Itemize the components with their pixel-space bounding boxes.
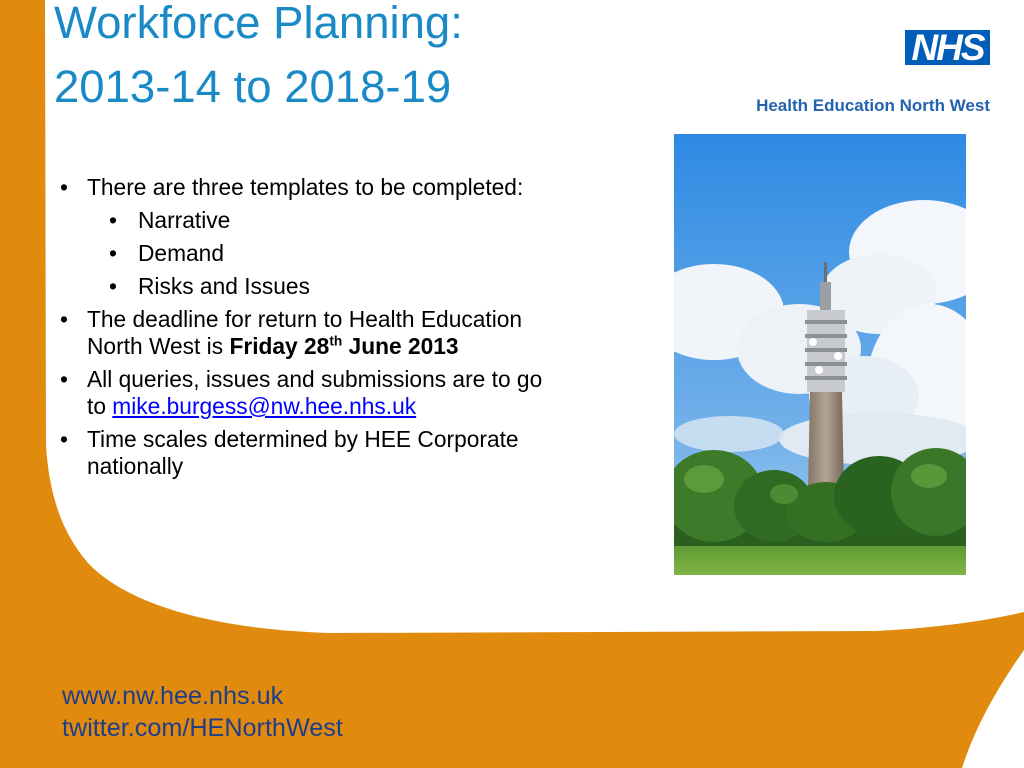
bullet-templates [60, 174, 553, 201]
organisation-name: Health Education North West [756, 96, 990, 115]
twitter-handle: twitter.com/HENorthWest [62, 714, 343, 742]
tower-equipment-band [805, 362, 847, 366]
tower-dish [834, 352, 842, 360]
nhs-logo-text: NHS [911, 27, 984, 68]
tower-dish [815, 366, 823, 374]
nhs-logo [905, 27, 990, 68]
cloud [674, 416, 784, 452]
tower-equipment-band [805, 348, 847, 352]
deadline-date-suffix: th [329, 333, 343, 349]
bullet-text: Time scales determined by HEE Corporate nationally [87, 426, 519, 479]
deadline-date-day: Friday 28 [229, 333, 330, 359]
tower-equipment-band [805, 334, 847, 338]
deadline-date [229, 333, 458, 359]
bullet-text: There are three templates to be completed: [87, 174, 524, 200]
tree-highlight [684, 465, 724, 493]
bullet-text: All queries, issues and submissions are to go to [87, 366, 543, 419]
tree-highlight [911, 464, 947, 488]
tower-shaft [808, 392, 844, 492]
tower-antenna [824, 262, 827, 284]
grass [674, 546, 966, 575]
bullet-list [60, 174, 553, 486]
sub-bullet-marker: • [109, 207, 117, 233]
website-url: www.nw.hee.nhs.uk [62, 682, 284, 710]
bullet-marker: • [60, 366, 68, 392]
tree-highlight [770, 484, 798, 504]
sub-bullet-demand [60, 240, 553, 267]
sub-bullet-text: Demand [138, 240, 224, 266]
bullet-marker: • [60, 306, 68, 332]
tower-equipment-band [805, 376, 847, 380]
tower-dish [809, 338, 817, 346]
sub-bullet-text: Narrative [138, 207, 231, 233]
bullet-timescales [60, 426, 553, 480]
tower-equipment-band [805, 320, 847, 324]
tower-mast [820, 282, 831, 312]
sub-bullet-marker: • [109, 240, 117, 266]
bullet-marker: • [60, 426, 68, 452]
slide-title-line-1: Workforce Planning: [54, 0, 463, 48]
bullet-deadline [60, 306, 553, 360]
slide-title-line-2: 2013-14 to 2018-19 [54, 61, 452, 112]
sub-bullet-text: Risks and Issues [138, 273, 310, 299]
email-link[interactable]: mike.burgess@nw.hee.nhs.uk [112, 393, 417, 419]
deadline-date-rest: June 2013 [342, 333, 459, 359]
sub-bullet-marker: • [109, 273, 117, 299]
bullet-marker: • [60, 174, 68, 200]
bullet-text: The deadline for return to Health Education North West is [87, 306, 523, 359]
footer-links [62, 680, 343, 744]
tower-photo [674, 134, 966, 575]
sub-bullet-narrative [60, 207, 553, 234]
sub-bullet-risks [60, 273, 553, 300]
bullet-queries [60, 366, 553, 420]
